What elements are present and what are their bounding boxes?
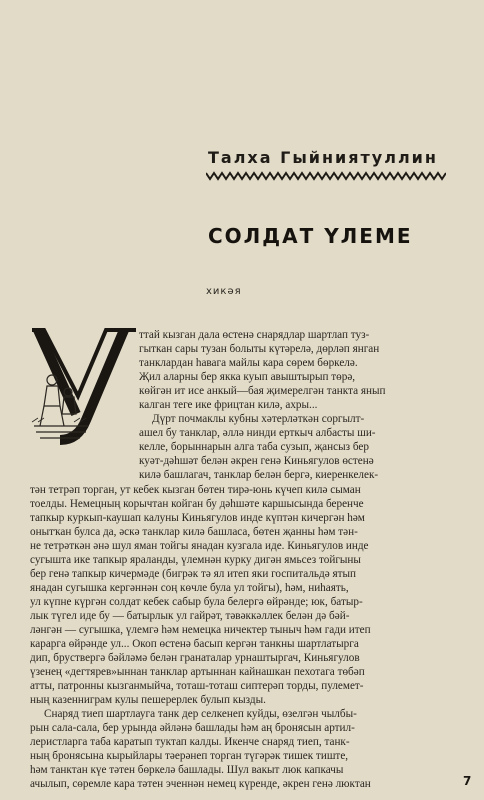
text-line: ачылып, сөремле кара тәтен эченнән немец күренде, әкрен генә люктан bbox=[30, 778, 371, 790]
text-line: куәт-дәһшәт белән әкрен генә Киньягулов өстенә bbox=[139, 455, 374, 467]
text-line: янадан сугышка кергәннән соң көчле була ул тойгы), һәм, ниһаять, bbox=[30, 582, 349, 594]
text-line: Җил аларны бер якка куып авыштырып төрә, bbox=[139, 371, 356, 383]
text-line: үзенең «дегтярев»ыннан танклар артыннан кайнашкан пехотага төбәп bbox=[30, 666, 365, 678]
text-line: бер генә тапкыр кичермәде (бигрәк тә ял итеп яки госпитальдә ятып bbox=[30, 568, 357, 580]
text-line: ттай кызган дала өстенә снарядлар шартлап туз- bbox=[139, 329, 370, 341]
text-line: Снаряд тиеп шартлауга танк дер селкенеп куйды, өзелгән чылбы- bbox=[44, 708, 357, 720]
text-line: гыткан сары тузан болыты күтәрелә, дөрләп янган bbox=[139, 343, 380, 355]
text-line: карарга өйрәнде ул... Окоп өстенә басып кергән танкны шартлатырга bbox=[30, 638, 359, 650]
text-line: онытҡан булса да, әскә танклар килә башласа, бөтен җанны һәм тән- bbox=[30, 526, 358, 538]
text-line: тапкыр куркып-каушап калуны Киньягулов инде күптән кичергән һәм bbox=[30, 512, 365, 524]
page-number: 7 bbox=[463, 774, 472, 788]
text-line: леристларга таба каратып туктап калды. Икенче снаряд тиеп, танк- bbox=[30, 736, 350, 748]
text-line: не тетрәткән әнә шул яман тойгы янадан кузгала иде. Киньягулов инде bbox=[30, 540, 369, 552]
text-line: тән тетрәп торган, ут кебек кызган бөтен тирә-юнь күчеп килә сыман bbox=[30, 484, 361, 496]
text-line: һәм танктан күе тәтен бөркелә башлады. Шул вакыт люк капкачы bbox=[30, 764, 344, 776]
text-line: атты, патронны кызганмыйча, тоташ-тоташ сиптерәп торды, пулемет- bbox=[30, 680, 364, 692]
text-line: рын сала-сала, бер урында әйләнә башлады һәм аң бронясын артил- bbox=[30, 722, 355, 734]
text-line: ул күпне күргән солдат кебек сабыр була белергә өйрәнде; юк, батыр- bbox=[30, 596, 363, 608]
text-line: келле, борыннарын алга таба сузып, җансыз бер bbox=[139, 441, 369, 453]
author-name: Талха Гыйниятуллин bbox=[208, 148, 438, 167]
soldier-drawing-icon bbox=[30, 322, 138, 452]
text-line: ашел бу танклар, әллә нинди ерткыч албасты ши- bbox=[139, 427, 376, 439]
text-line: килә башлагач, танклар белән бергә, киеренкелек- bbox=[139, 469, 379, 481]
text-line: дип, бруствергә бәйләмә белән гранаталар урнаштыргач, Киньягулов bbox=[30, 652, 360, 664]
text-line: ның казенниграм кулы пешерерлек булып кызды. bbox=[30, 694, 266, 706]
text-line: ның бронясына кырыйлары тәерәнеп торган түгәрәк тишек тиште, bbox=[30, 750, 349, 762]
text-line: Дүрт почмаклы кубны хәтерләткән соргылт- bbox=[152, 413, 365, 425]
story-title: СОЛДАТ ҮЛЕМЕ bbox=[208, 224, 413, 248]
text-line: сугышта ике тапкыр яраланды, үлемнән курку дигән ямьсез тойгыны bbox=[30, 554, 361, 566]
text-line: калган теге ике фрицтан килә, ахры... bbox=[139, 399, 318, 411]
decorative-zigzag-rule bbox=[206, 171, 446, 181]
genre-label: хикәя bbox=[206, 286, 242, 297]
text-line: танклардан һавага майлы кара сөрем бөркелә. bbox=[139, 357, 358, 369]
text-line: көйгән ит исе анкый—бая җимерелгән танкта янып bbox=[139, 385, 386, 397]
text-line: лык түгел иде бу — батырлык ул гайрәт, тәвәккәллек белән дә бәй- bbox=[30, 610, 350, 622]
text-line: ләнгән — сугышка, үлемгә һәм немецка ничектер тыныч һәм гади итеп bbox=[30, 624, 371, 636]
text-line: тоелды. Немецның корычтан койган бу дәһшәте каршысында беренче bbox=[30, 498, 364, 510]
